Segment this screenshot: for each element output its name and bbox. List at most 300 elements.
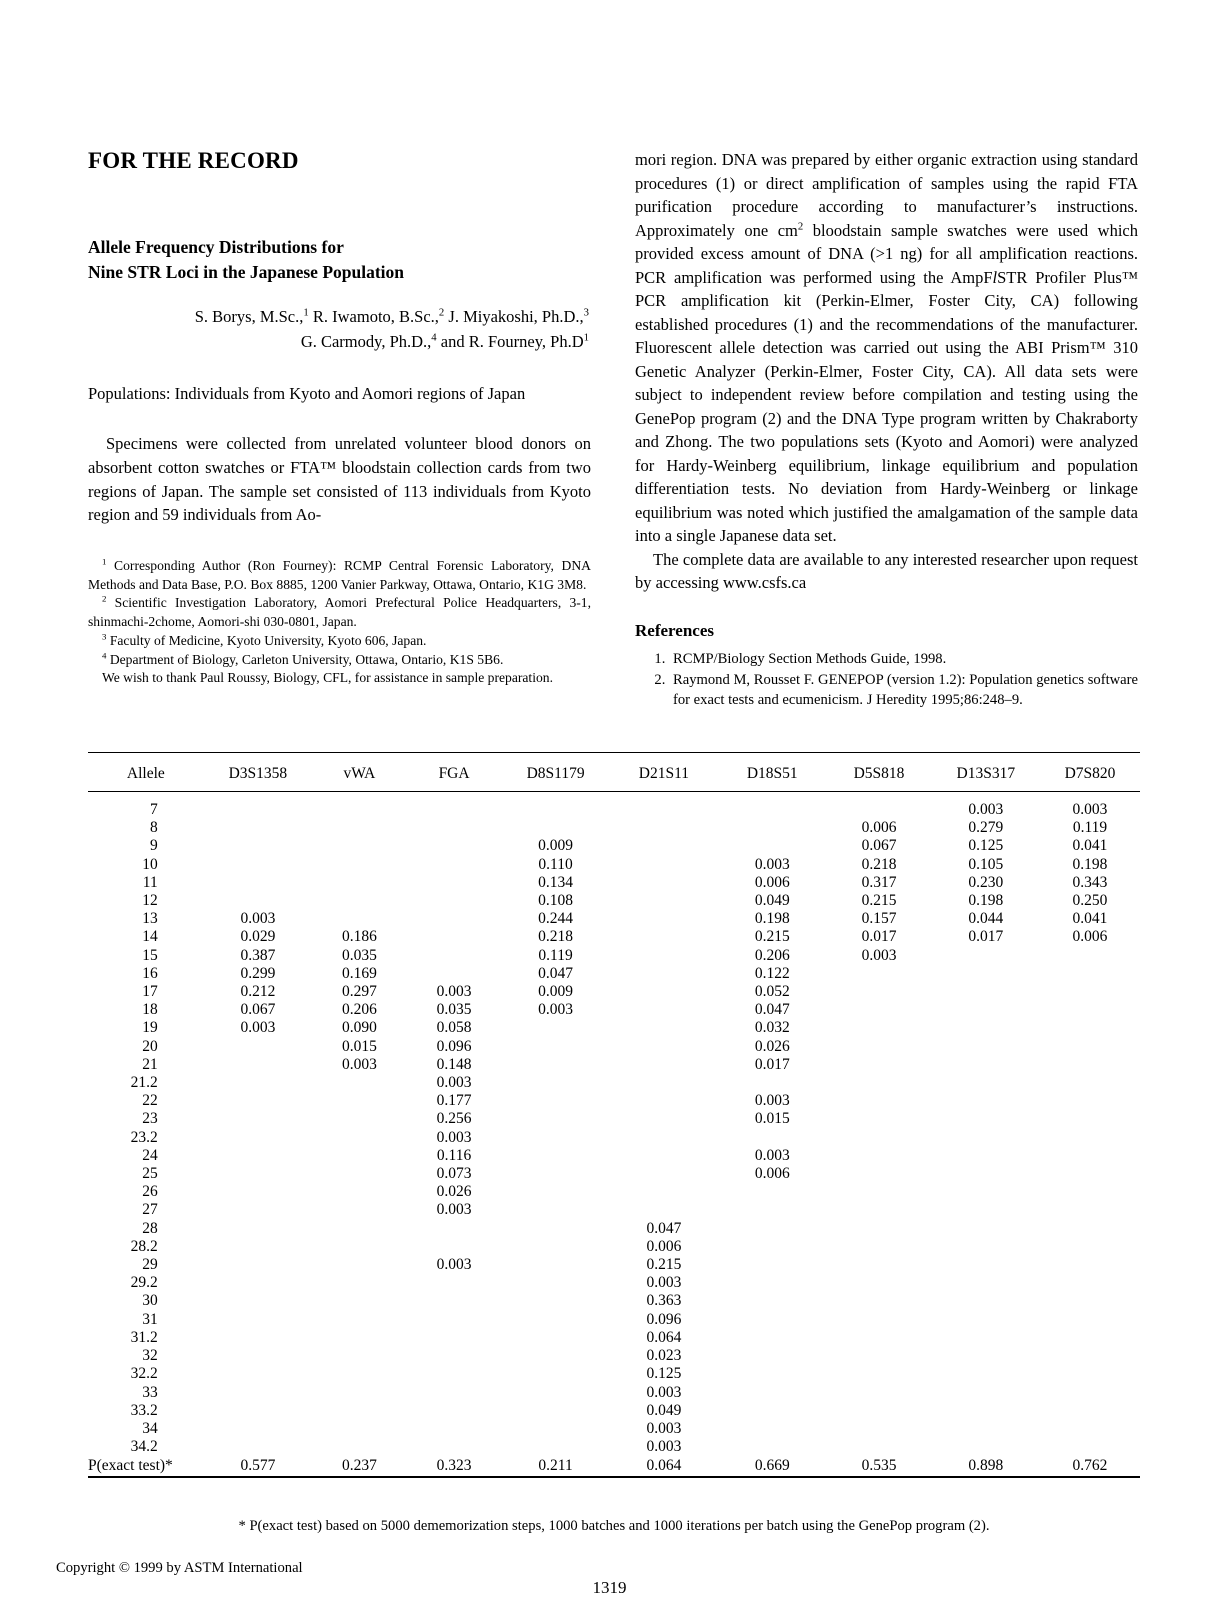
frequency-cell (826, 1183, 931, 1201)
author-5-footnote-ref: 1 (583, 331, 589, 344)
allele-cell: 20 (142, 1037, 158, 1055)
frequency-cell (718, 1292, 826, 1310)
allele-cell: 33.2 (130, 1401, 158, 1419)
frequency-cell (932, 1365, 1040, 1383)
frequency-cell (718, 837, 826, 855)
frequency-cell: 0.032 (754, 1019, 790, 1037)
frequency-cell (610, 819, 718, 837)
frequency-cell (718, 819, 826, 837)
frequency-cell (932, 1129, 1040, 1147)
frequency-cell (407, 965, 502, 983)
frequency-cell (826, 1110, 931, 1128)
frequency-cell: 0.049 (646, 1401, 682, 1419)
frequency-cell (826, 1056, 931, 1074)
frequency-cell (312, 910, 407, 928)
frequency-cell: 0.003 (754, 1146, 790, 1164)
frequency-cell (204, 1129, 312, 1147)
frequency-cell (610, 874, 718, 892)
frequency-cell: 0.003 (436, 1074, 472, 1092)
p-exact-test-value: 0.237 (312, 1456, 407, 1476)
frequency-cell (932, 1274, 1040, 1292)
frequency-cell: 0.198 (1072, 855, 1108, 873)
frequency-cell: 0.003 (646, 1438, 682, 1456)
table-row (88, 1329, 1140, 1347)
frequency-cell (312, 1165, 407, 1183)
frequency-cell (501, 1038, 609, 1056)
frequency-cell (826, 792, 931, 820)
frequency-cell: 0.073 (436, 1165, 472, 1183)
frequency-cell (610, 965, 718, 983)
frequency-cell: 0.215 (754, 928, 790, 946)
frequency-cell (718, 1384, 826, 1402)
frequency-cell: 0.256 (436, 1110, 472, 1128)
frequency-cell (826, 1384, 931, 1402)
author-3: J. Miyakoshi, Ph.D., (444, 306, 584, 326)
frequency-cell (826, 1292, 931, 1310)
frequency-cell (932, 1347, 1040, 1365)
p-exact-test-row (88, 1456, 1140, 1476)
frequency-cell (610, 1074, 718, 1092)
table-row (88, 1147, 1140, 1165)
frequency-cell (407, 928, 502, 946)
frequency-cell: 0.009 (538, 983, 574, 1001)
frequency-cell (826, 1347, 931, 1365)
frequency-cell (610, 928, 718, 946)
frequency-cell (932, 1256, 1040, 1274)
frequency-cell (826, 1274, 931, 1292)
frequency-cell: 0.003 (1072, 801, 1108, 818)
frequency-cell: 0.363 (646, 1292, 682, 1310)
frequency-cell (501, 1420, 609, 1438)
frequency-cell: 0.044 (968, 910, 1004, 928)
frequency-cell: 0.090 (341, 1019, 377, 1037)
frequency-cell (204, 1347, 312, 1365)
frequency-cell (501, 1238, 609, 1256)
table-row (88, 983, 1140, 1001)
frequency-cell (1040, 1165, 1140, 1183)
frequency-cell (204, 1238, 312, 1256)
p-exact-test-value: 0.064 (610, 1456, 718, 1476)
frequency-cell (312, 1274, 407, 1292)
allele-cell: 26 (142, 1183, 158, 1201)
frequency-cell: 0.230 (968, 873, 1004, 891)
frequency-cell (312, 837, 407, 855)
frequency-cell (718, 1220, 826, 1238)
allele-frequency-table-container (88, 752, 1140, 1478)
p-exact-test-value: 0.898 (932, 1456, 1040, 1476)
frequency-cell (826, 1402, 931, 1420)
frequency-cell: 0.206 (341, 1001, 377, 1019)
frequency-cell: 0.119 (1072, 819, 1108, 837)
frequency-cell (501, 819, 609, 837)
allele-cell: 12 (142, 892, 158, 910)
frequency-cell (312, 874, 407, 892)
frequency-cell (1040, 1201, 1140, 1219)
table-row (88, 1384, 1140, 1402)
frequency-cell (1040, 965, 1140, 983)
allele-cell: 34 (142, 1419, 158, 1437)
frequency-cell (407, 1311, 502, 1329)
frequency-cell (407, 910, 502, 928)
table-row (88, 1292, 1140, 1310)
frequency-cell: 0.110 (538, 855, 573, 873)
frequency-cell (718, 1329, 826, 1347)
frequency-cell: 0.105 (968, 855, 1004, 873)
table-row (88, 1019, 1140, 1037)
table-row (88, 1201, 1140, 1219)
frequency-cell: 0.009 (538, 837, 574, 855)
p-exact-test-value: 0.577 (204, 1456, 312, 1476)
allele-cell: 29 (142, 1256, 158, 1274)
article-title-line-1: Allele Frequency Distributions for (88, 237, 344, 258)
frequency-cell (312, 856, 407, 874)
allele-cell: 21 (142, 1055, 158, 1073)
allele-cell: 11 (142, 873, 158, 891)
frequency-cell (826, 1147, 931, 1165)
table-body (88, 792, 1140, 1477)
frequency-cell (826, 1165, 931, 1183)
author-list (88, 305, 591, 355)
frequency-cell (1040, 1347, 1140, 1365)
frequency-cell (312, 1292, 407, 1310)
frequency-cell (1040, 1311, 1140, 1329)
frequency-cell (826, 1001, 931, 1019)
frequency-cell (204, 1438, 312, 1456)
frequency-cell (204, 1201, 312, 1219)
frequency-cell: 0.015 (754, 1110, 790, 1128)
table-row (88, 910, 1140, 928)
frequency-cell: 0.215 (646, 1256, 682, 1274)
frequency-cell (312, 819, 407, 837)
p-exact-test-label: P(exact test)* (88, 1456, 204, 1476)
frequency-cell: 0.041 (1072, 910, 1108, 928)
frequency-cell: 0.035 (436, 1001, 472, 1019)
frequency-cell: 0.206 (754, 946, 790, 964)
author-2: R. Iwamoto, B.Sc., (308, 306, 439, 326)
frequency-cell: 0.015 (341, 1037, 377, 1055)
data-availability-paragraph: The complete data are available to any interested researcher upon request by accessing www.csfs.ca (635, 549, 1138, 592)
frequency-cell (1040, 1420, 1140, 1438)
author-line-2 (88, 330, 589, 355)
frequency-cell: 0.212 (240, 983, 276, 1001)
page-number: 1319 (592, 1578, 627, 1597)
column-header-d21s11: D21S11 (610, 753, 718, 792)
frequency-cell: 0.047 (538, 964, 574, 982)
frequency-cell (932, 1147, 1040, 1165)
frequency-cell: 0.125 (646, 1365, 682, 1383)
frequency-cell (826, 1019, 931, 1037)
frequency-cell: 0.017 (754, 1055, 790, 1073)
frequency-cell (1040, 1019, 1140, 1037)
frequency-cell (932, 1092, 1040, 1110)
frequency-cell: 0.096 (436, 1037, 472, 1055)
frequency-cell (312, 1129, 407, 1147)
frequency-cell (204, 1147, 312, 1165)
frequency-cell (932, 1384, 1040, 1402)
frequency-cell (204, 856, 312, 874)
footnote-1-marker: 1 (102, 556, 107, 567)
frequency-cell (932, 1329, 1040, 1347)
frequency-cell: 0.047 (754, 1001, 790, 1019)
abstract-paragraph: Specimens were collected from unrelated volunteer blood donors on absorbent cotton swatches or FTA™ bloodstain collection cards from two regions of Japan. The sample set consisted of 113 individuals from Kyoto region and 59 individuals from Ao- (88, 434, 591, 525)
frequency-cell (826, 1074, 931, 1092)
frequency-cell: 0.343 (1072, 873, 1108, 891)
frequency-cell (204, 1165, 312, 1183)
frequency-cell (1040, 1329, 1140, 1347)
frequency-cell (718, 1074, 826, 1092)
frequency-cell: 0.218 (861, 855, 897, 873)
frequency-cell (610, 1183, 718, 1201)
frequency-cell (932, 1001, 1040, 1019)
references-list (635, 649, 1138, 711)
frequency-cell (718, 1129, 826, 1147)
frequency-cell (826, 1129, 931, 1147)
frequency-cell (1040, 1238, 1140, 1256)
right-column (635, 148, 1138, 712)
table-row (88, 1274, 1140, 1292)
frequency-cell: 0.006 (861, 819, 897, 837)
allele-cell: 29.2 (130, 1274, 158, 1292)
frequency-cell: 0.067 (861, 837, 897, 855)
frequency-cell: 0.003 (968, 801, 1004, 818)
frequency-cell (501, 1165, 609, 1183)
author-line-1 (88, 305, 589, 330)
allele-cell: 13 (142, 910, 158, 928)
frequency-cell (312, 1347, 407, 1365)
frequency-cell (312, 1147, 407, 1165)
frequency-cell (1040, 1402, 1140, 1420)
frequency-cell (407, 1274, 502, 1292)
frequency-cell: 0.186 (341, 928, 377, 946)
frequency-cell: 0.279 (968, 819, 1004, 837)
author-3-footnote-ref: 3 (583, 306, 589, 319)
frequency-cell: 0.047 (646, 1219, 682, 1237)
frequency-cell: 0.125 (968, 837, 1004, 855)
frequency-cell (407, 1347, 502, 1365)
footnote-3-text: Faculty of Medicine, Kyoto University, Kyoto 606, Japan. (106, 632, 427, 648)
frequency-cell (312, 1384, 407, 1402)
frequency-cell (610, 892, 718, 910)
frequency-cell (932, 1238, 1040, 1256)
frequency-cell: 0.387 (240, 946, 276, 964)
frequency-cell (501, 1292, 609, 1310)
frequency-cell (204, 1056, 312, 1074)
frequency-cell: 0.134 (538, 873, 574, 891)
frequency-cell (407, 892, 502, 910)
frequency-cell (932, 1201, 1040, 1219)
frequency-cell (1040, 1129, 1140, 1147)
frequency-cell: 0.003 (436, 1201, 472, 1219)
footnotes-block (88, 557, 591, 688)
frequency-cell (610, 856, 718, 874)
frequency-cell (501, 1347, 609, 1365)
frequency-cell (1040, 1384, 1140, 1402)
frequency-cell (501, 1365, 609, 1383)
table-row (88, 1365, 1140, 1383)
frequency-cell (610, 792, 718, 820)
frequency-cell (1040, 1147, 1140, 1165)
frequency-cell (204, 792, 312, 820)
frequency-cell (501, 1183, 609, 1201)
allele-cell: 28.2 (130, 1237, 158, 1255)
footnote-2-text: Scientific Investigation Laboratory, Aomori Prefectural Police Headquarters, 3-1, shinmachi-2chome, Aomori-shi 030-0801, Japan. (88, 595, 591, 630)
frequency-cell (1040, 1220, 1140, 1238)
table-row (88, 928, 1140, 946)
column-header-vwa: vWA (312, 753, 407, 792)
table-row (88, 1238, 1140, 1256)
frequency-cell (312, 1365, 407, 1383)
frequency-cell (718, 1438, 826, 1456)
table-row (88, 892, 1140, 910)
frequency-cell (1040, 1292, 1140, 1310)
table-row (88, 1183, 1140, 1201)
table-row (88, 1129, 1140, 1147)
section-label: FOR THE RECORD (88, 148, 299, 173)
frequency-cell: 0.003 (646, 1274, 682, 1292)
table-row (88, 1110, 1140, 1128)
frequency-cell: 0.003 (538, 1001, 574, 1019)
frequency-cell (610, 983, 718, 1001)
frequency-cell: 0.067 (240, 1001, 276, 1019)
frequency-cell (407, 792, 502, 820)
frequency-cell (204, 1220, 312, 1238)
allele-cell: 17 (142, 983, 158, 1001)
allele-cell: 16 (142, 964, 158, 982)
frequency-cell (826, 1201, 931, 1219)
author-4-footnote-ref: 4 (431, 331, 437, 344)
frequency-cell (204, 1329, 312, 1347)
frequency-cell (1040, 1038, 1140, 1056)
allele-cell: 14 (142, 928, 158, 946)
frequency-cell (501, 1201, 609, 1219)
table-row (88, 837, 1140, 855)
article-title (88, 235, 591, 285)
frequency-cell (407, 1438, 502, 1456)
frequency-cell: 0.122 (754, 964, 790, 982)
frequency-cell (932, 1074, 1040, 1092)
two-column-article (88, 148, 1138, 712)
frequency-cell (204, 1311, 312, 1329)
allele-cell: 23 (142, 1110, 158, 1128)
footnote-2 (88, 594, 591, 632)
frequency-cell: 0.003 (341, 1055, 377, 1073)
frequency-cell (501, 1092, 609, 1110)
frequency-cell (826, 1438, 931, 1456)
frequency-cell: 0.023 (646, 1347, 682, 1365)
allele-cell: 24 (142, 1146, 158, 1164)
frequency-cell: 0.003 (436, 1128, 472, 1146)
frequency-cell (407, 1220, 502, 1238)
frequency-cell (312, 792, 407, 820)
frequency-cell: 0.003 (436, 1256, 472, 1274)
p-exact-test-value: 0.669 (718, 1456, 826, 1476)
footnote-1-text: Corresponding Author (Ron Fourney): RCMP Central Forensic Laboratory, DNA Methods and Data Base, P.O. Box 8885, 1200 Vanier Parkway, Ottawa, Ontario, K1G 3M8. (88, 557, 591, 592)
frequency-cell (610, 910, 718, 928)
acknowledgement: We wish to thank Paul Roussy, Biology, CFL, for assistance in sample preparation. (102, 670, 553, 686)
frequency-cell (718, 1402, 826, 1420)
frequency-cell (204, 1402, 312, 1420)
frequency-cell (610, 1201, 718, 1219)
allele-cell: 32 (142, 1347, 158, 1365)
allele-cell: 30 (142, 1292, 158, 1310)
methods-text-part-1: mori region. DNA was prepared by either organic extraction using standard procedures (1) or direct amplification of samples using the rapid FTA purification procedure according to manufacturer’s instructions. Approximately one cm (635, 150, 1138, 240)
frequency-cell (407, 1402, 502, 1420)
table-row (88, 792, 1140, 820)
frequency-cell (932, 1438, 1040, 1456)
frequency-cell (204, 1420, 312, 1438)
frequency-cell (501, 1438, 609, 1456)
table-row (88, 1074, 1140, 1092)
table-row (88, 1438, 1140, 1456)
frequency-cell (501, 1256, 609, 1274)
frequency-cell (407, 1292, 502, 1310)
frequency-cell: 0.177 (436, 1092, 472, 1110)
frequency-cell (1040, 1438, 1140, 1456)
frequency-cell: 0.058 (436, 1019, 472, 1037)
frequency-cell (932, 1420, 1040, 1438)
frequency-cell (312, 1238, 407, 1256)
frequency-cell (407, 1329, 502, 1347)
frequency-cell (932, 1056, 1040, 1074)
methods-text-part-2: bloodstain sample swatches were used which provided excess amount of DNA (>1 ng) for all amplification reactions. PCR amplification was performed using the AmpF (635, 220, 1138, 287)
table-row (88, 1402, 1140, 1420)
frequency-cell (718, 1201, 826, 1219)
allele-cell: 28 (142, 1219, 158, 1237)
frequency-cell (312, 1420, 407, 1438)
frequency-cell (501, 1074, 609, 1092)
frequency-cell (501, 1110, 609, 1128)
frequency-cell: 0.108 (538, 892, 574, 910)
frequency-cell (501, 1129, 609, 1147)
frequency-cell (1040, 1183, 1140, 1201)
table-footnote: * P(exact test) based on 5000 dememorization steps, 1000 batches and 1000 iterations per batch using the GenePop program (2). (238, 1518, 990, 1534)
footnote-2-marker: 2 (102, 593, 107, 604)
frequency-cell (932, 965, 1040, 983)
table-row (88, 1165, 1140, 1183)
column-header-d3s1358: D3S1358 (204, 753, 312, 792)
allele-cell: 22 (142, 1092, 158, 1110)
table-row (88, 965, 1140, 983)
frequency-cell (826, 1238, 931, 1256)
table-row (88, 947, 1140, 965)
column-header-d8s1179: D8S1179 (501, 753, 609, 792)
frequency-cell (932, 1110, 1040, 1128)
allele-cell: 15 (142, 946, 158, 964)
frequency-cell: 0.244 (538, 910, 574, 928)
frequency-cell: 0.026 (436, 1183, 472, 1201)
frequency-cell (312, 1311, 407, 1329)
frequency-cell (932, 1183, 1040, 1201)
frequency-cell (1040, 1056, 1140, 1074)
table-row (88, 1056, 1140, 1074)
frequency-cell (826, 1329, 931, 1347)
frequency-cell: 0.049 (754, 892, 790, 910)
frequency-cell (204, 1092, 312, 1110)
frequency-cell (718, 1347, 826, 1365)
frequency-cell (312, 1220, 407, 1238)
frequency-cell (610, 1019, 718, 1037)
frequency-cell: 0.003 (646, 1383, 682, 1401)
frequency-cell (204, 837, 312, 855)
frequency-cell (718, 1256, 826, 1274)
frequency-cell (826, 1038, 931, 1056)
frequency-cell (718, 1183, 826, 1201)
frequency-cell (610, 1110, 718, 1128)
frequency-cell (312, 892, 407, 910)
frequency-cell (826, 1256, 931, 1274)
author-1: S. Borys, M.Sc., (194, 306, 304, 326)
frequency-cell (718, 792, 826, 820)
